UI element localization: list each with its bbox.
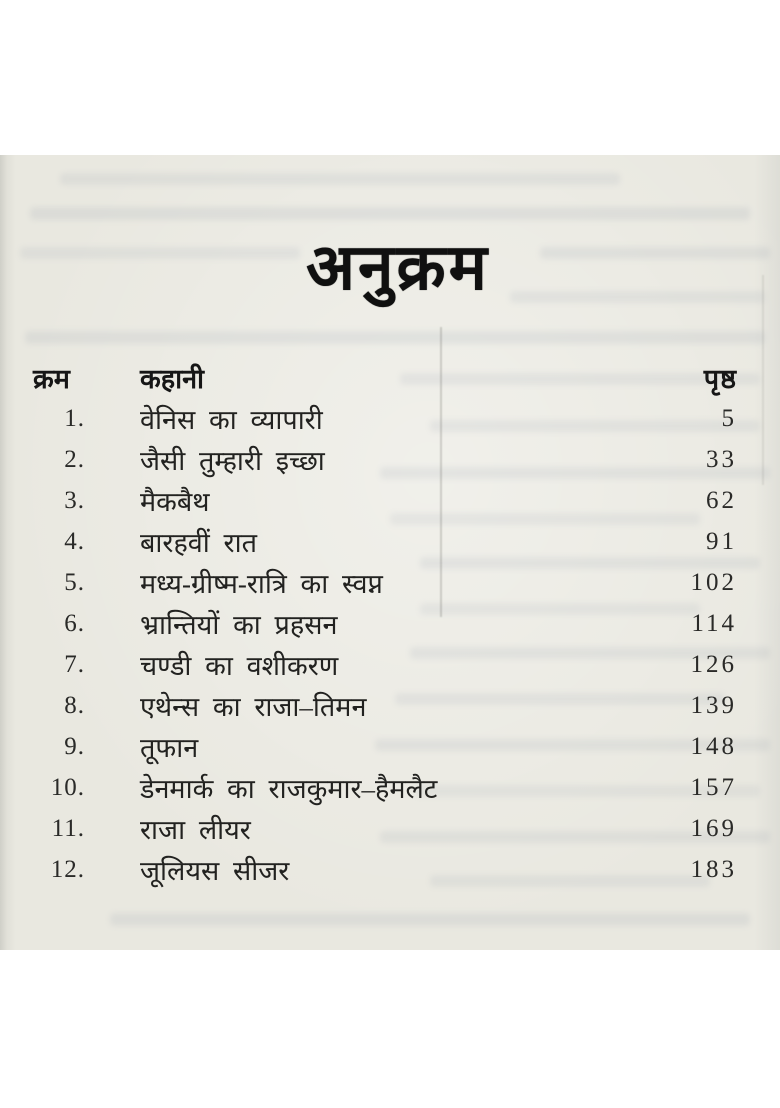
page-title: अनुक्रम bbox=[306, 232, 490, 303]
row-page-number: 126 bbox=[690, 650, 737, 678]
row-page-number: 139 bbox=[690, 691, 737, 719]
table-row bbox=[0, 439, 780, 480]
row-serial: 2. bbox=[64, 445, 85, 473]
table-row bbox=[0, 644, 780, 685]
table-row bbox=[0, 521, 780, 562]
toc-header-row bbox=[0, 356, 780, 398]
row-serial: 7. bbox=[64, 650, 85, 678]
row-page-number: 114 bbox=[691, 609, 737, 637]
row-page-number: 33 bbox=[706, 445, 737, 473]
row-serial: 4. bbox=[64, 527, 85, 555]
table-row bbox=[0, 849, 780, 890]
row-serial: 1. bbox=[64, 404, 85, 432]
row-page-number: 62 bbox=[706, 486, 737, 514]
row-page-number: 91 bbox=[706, 527, 737, 555]
table-row bbox=[0, 603, 780, 644]
row-page-number: 183 bbox=[690, 855, 737, 883]
row-story-title: जूलियस सीजर bbox=[140, 856, 290, 886]
header-story: कहानी bbox=[140, 363, 205, 394]
table-row bbox=[0, 808, 780, 849]
table-of-contents bbox=[0, 356, 780, 890]
row-page-number: 157 bbox=[690, 773, 737, 801]
row-serial: 3. bbox=[64, 486, 85, 514]
row-story-title: मैकबैथ bbox=[140, 487, 210, 517]
table-row bbox=[0, 726, 780, 767]
header-serial: क्रम bbox=[33, 363, 70, 394]
row-serial: 12. bbox=[50, 855, 85, 883]
table-row bbox=[0, 767, 780, 808]
row-story-title: डेनमार्क का राजकुमार–हैमलैट bbox=[140, 774, 438, 804]
row-page-number: 5 bbox=[721, 404, 737, 432]
row-serial: 5. bbox=[64, 568, 85, 596]
row-page-number: 169 bbox=[690, 814, 737, 842]
row-story-title: एथेन्स का राजा–तिमन bbox=[140, 692, 367, 722]
table-row bbox=[0, 480, 780, 521]
row-story-title: राजा लीयर bbox=[140, 815, 251, 845]
table-row bbox=[0, 398, 780, 439]
row-serial: 11. bbox=[51, 814, 85, 842]
table-row bbox=[0, 562, 780, 603]
row-story-title: जैसी तुम्हारी इच्छा bbox=[140, 446, 325, 476]
row-story-title: भ्रान्तियों का प्रहसन bbox=[140, 610, 338, 640]
row-story-title: चण्डी का वशीकरण bbox=[140, 651, 339, 681]
row-serial: 8. bbox=[64, 691, 85, 719]
row-serial: 9. bbox=[64, 732, 85, 760]
bleed-smudge bbox=[60, 173, 620, 185]
row-page-number: 102 bbox=[690, 568, 737, 596]
row-story-title: मध्य-ग्रीष्म-रात्रि का स्वप्न bbox=[140, 569, 383, 599]
bleed-smudge bbox=[30, 207, 750, 220]
bleed-smudge bbox=[110, 913, 750, 926]
scanned-book-page bbox=[0, 155, 780, 950]
row-serial: 6. bbox=[64, 609, 85, 637]
row-story-title: तूफान bbox=[140, 733, 199, 763]
row-story-title: बारहवीं रात bbox=[140, 528, 257, 558]
table-row bbox=[0, 685, 780, 726]
page-content bbox=[0, 221, 780, 890]
row-page-number: 148 bbox=[690, 732, 737, 760]
row-serial: 10. bbox=[50, 773, 85, 801]
header-page: पृष्ठ bbox=[703, 363, 737, 394]
row-story-title: वेनिस का व्यापारी bbox=[140, 405, 323, 435]
